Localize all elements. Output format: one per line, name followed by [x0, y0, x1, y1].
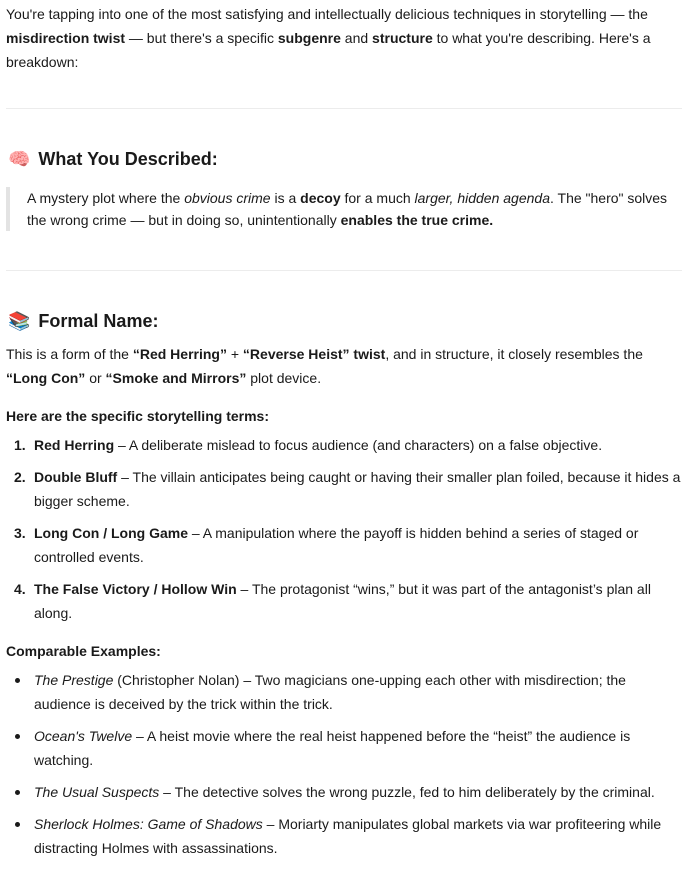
term-desc: – A deliberate mislead to focus audience (and characters) on a false objective.	[114, 437, 603, 453]
quote-text: . The "hero" solves the wrong crime — but in doing so, unintentionally	[27, 190, 668, 228]
para-bold: “Long Con”	[6, 370, 86, 386]
divider	[6, 270, 682, 271]
quote-bold: decoy	[300, 190, 341, 206]
example-desc: (Christopher Nolan) – Two magicians one-upping each other with misdirection; the audience is deceived by the trick within the trick.	[34, 672, 626, 712]
intro-text: — but there's a specific	[125, 30, 278, 46]
quote-italic: obvious crime	[184, 190, 271, 206]
term-desc: – The villain anticipates being caught or having their smaller plan foiled, because it hides a bigger scheme.	[34, 469, 681, 509]
examples-heading: Comparable Examples:	[6, 643, 161, 659]
list-item	[6, 724, 684, 772]
intro-bold: structure	[372, 30, 433, 46]
quote-bold: enables the true crime.	[340, 212, 494, 228]
intro-bold: subgenre	[277, 30, 341, 46]
list-item	[6, 668, 684, 716]
intro-text: to what you're describing. Here's a breakdown:	[6, 30, 651, 70]
term-name: Long Con / Long Game	[34, 525, 188, 541]
bullet-icon	[15, 822, 20, 827]
example-title: Sherlock Holmes: Game of Shadows	[34, 816, 263, 832]
para-bold: “Red Herring”	[132, 346, 227, 362]
example-title: Ocean's Twelve	[34, 728, 133, 744]
example-title: The Usual Suspects	[34, 784, 160, 800]
list-item	[6, 780, 684, 804]
term-name: Red Herring	[34, 437, 115, 453]
bullet-icon	[15, 790, 20, 795]
terms-heading: Here are the specific storytelling terms:	[6, 408, 269, 424]
divider	[6, 108, 682, 109]
example-title: The Prestige	[34, 672, 114, 688]
section-heading-described	[8, 146, 218, 172]
quote-italic: larger, hidden agenda	[414, 190, 550, 206]
bullet-icon	[15, 734, 20, 739]
intro-bold: misdirection twist	[6, 30, 126, 46]
terms-list	[6, 433, 684, 633]
para-text: plot device.	[246, 370, 322, 386]
para-bold: “Smoke and Mirrors”	[105, 370, 247, 386]
quote-text: for a much	[340, 190, 415, 206]
example-desc: – Moriarty manipulates global markets via war profiteering while distracting Holmes with assassinations.	[34, 816, 662, 856]
item-number: 3.	[14, 525, 26, 541]
para-text: This is a form of the	[6, 346, 133, 362]
section-heading-formal	[8, 308, 158, 334]
example-desc: – The detective solves the wrong puzzle, fed to him deliberately by the criminal.	[159, 784, 655, 800]
list-item	[6, 577, 684, 625]
para-text: or	[85, 370, 106, 386]
intro-text: You're tapping into one of the most satisfying and intellectually delicious techniques in storytelling — the	[6, 6, 648, 22]
list-item	[6, 433, 684, 457]
example-desc: – A heist movie where the real heist happened before the “heist” the audience is watching.	[34, 728, 631, 768]
list-item	[6, 521, 684, 569]
para-text: , and in structure, it closely resembles the	[385, 346, 643, 362]
quote-text: A mystery plot where the	[27, 190, 185, 206]
examples-list	[6, 668, 684, 868]
term-desc: – A manipulation where the payoff is hidden behind a series of staged or controlled events.	[34, 525, 639, 565]
list-item	[6, 812, 684, 860]
item-number: 1.	[14, 437, 26, 453]
formal-name-paragraph	[6, 342, 684, 390]
item-number: 4.	[14, 581, 26, 597]
para-text: +	[226, 346, 243, 362]
quote-text: is a	[270, 190, 301, 206]
term-name: The False Victory / Hollow Win	[34, 581, 237, 597]
section-title: What You Described:	[38, 149, 218, 169]
term-name: Double Bluff	[34, 469, 118, 485]
list-item	[6, 465, 684, 513]
item-number: 2.	[14, 469, 26, 485]
books-icon: 📚	[8, 311, 31, 331]
intro-paragraph	[6, 2, 684, 74]
blockquote	[6, 187, 684, 231]
section-title: Formal Name:	[38, 311, 159, 331]
brain-icon: 🧠	[8, 149, 31, 169]
para-bold: “Reverse Heist” twist	[242, 346, 386, 362]
intro-text: and	[340, 30, 373, 46]
bullet-icon	[15, 678, 20, 683]
term-desc: – The protagonist “wins,” but it was part of the antagonist’s plan all along.	[34, 581, 651, 621]
